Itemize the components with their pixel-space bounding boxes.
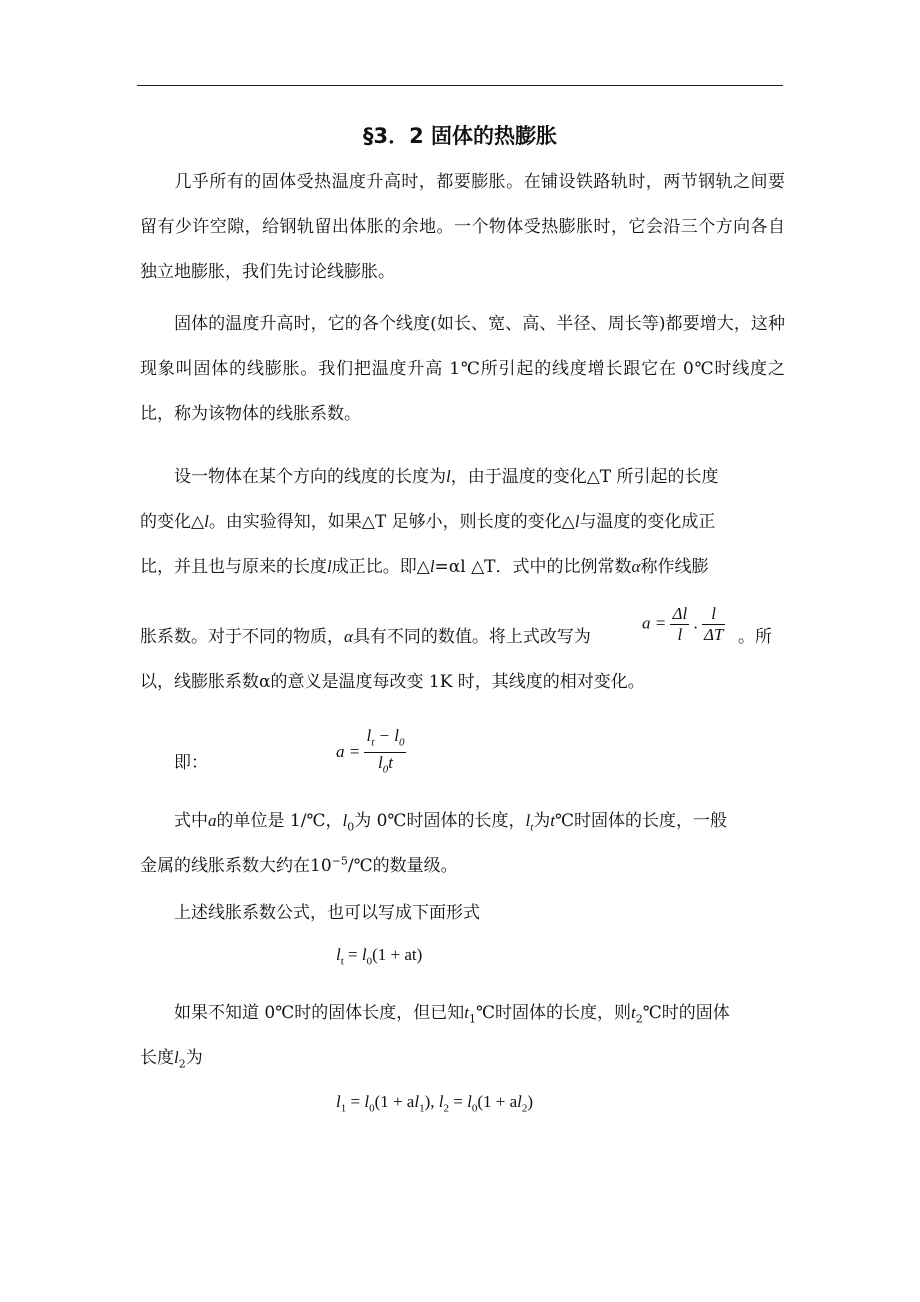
paragraph-3-line-4-end: 。所 (738, 627, 772, 647)
paragraph-4-line-1: 式中a的单位是 1/℃，$l_0$为 0℃时固体的长度，$l_t$为t℃时固体的长度，一般 (174, 811, 728, 834)
paragraph-1: 几乎所有的固体受热温度升高时，都要膨胀。在铺设铁路轨时，两节钢轨之间要留有少许空隙，给钢轨留出体胀的余地。一个物体受热膨胀时，它会沿三个方向各自独立地膨胀，我们先讨论线膨胀。 (140, 172, 785, 282)
formula-two-temperatures: $l_1 = l_0(1 + al_1)$, $l_2 = l_0(1 + al_2)$ (336, 1092, 534, 1115)
paragraph-5: 上述线胀系数公式，也可以写成下面形式 (174, 903, 480, 923)
paragraph-3-line-3: 比，并且也与原来的长度l成正比。即△l=αl △T．式中的比例常数α称作线膨 (140, 557, 709, 577)
formula-relative-change: a = $\frac{\Delta l}{l}$ . $\frac{l}{\Delta T}$ (642, 604, 724, 644)
paragraph-6-line-2: 长度$l_2$为 (140, 1048, 203, 1071)
formula-linear-length: $l_t = l_0(1 + at)$ (336, 945, 423, 968)
paragraph-3-line-2: 的变化△l。由实验得知，如果△T 足够小，则长度的变化△l与温度的变化成正 (140, 512, 716, 532)
paragraph-3-line-4: 胀系数。对于不同的物质，α具有不同的数值。将上式改写为 (140, 627, 591, 647)
paragraph-2: 固体的温度升高时，它的各个线度(如长、宽、高、半径、周长等)都要增大，这种现象叫固体的线膨胀。我们把温度升高 1℃所引起的线度增长跟它在 0℃时线度之比，称为该物体的线胀系数。 (140, 314, 785, 424)
paragraph-3-line-1: 设一物体在某个方向的线度的长度为l，由于温度的变化△T 所引起的长度 (174, 467, 719, 487)
formula-expansion-coefficient: a = $\frac{l_t - l_0}{l_0t}$ (336, 726, 405, 776)
ji-label: 即： (174, 753, 208, 773)
section-title: §3．2 固体的热膨胀 (362, 124, 558, 148)
paragraph-6-line-1: 如果不知道 0℃时的固体长度，但已知$t_1℃$时固体的长度，则$t_2℃$时的固体 (174, 1003, 730, 1026)
paragraph-3-line-5: 以，线膨胀系数α的意义是温度每改变 1K 时，其线度的相对变化。 (140, 672, 645, 692)
header-rule (137, 85, 783, 86)
paragraph-4-line-2: 金属的线胀系数大约在$10^{-5}/℃$的数量级。 (140, 854, 458, 876)
